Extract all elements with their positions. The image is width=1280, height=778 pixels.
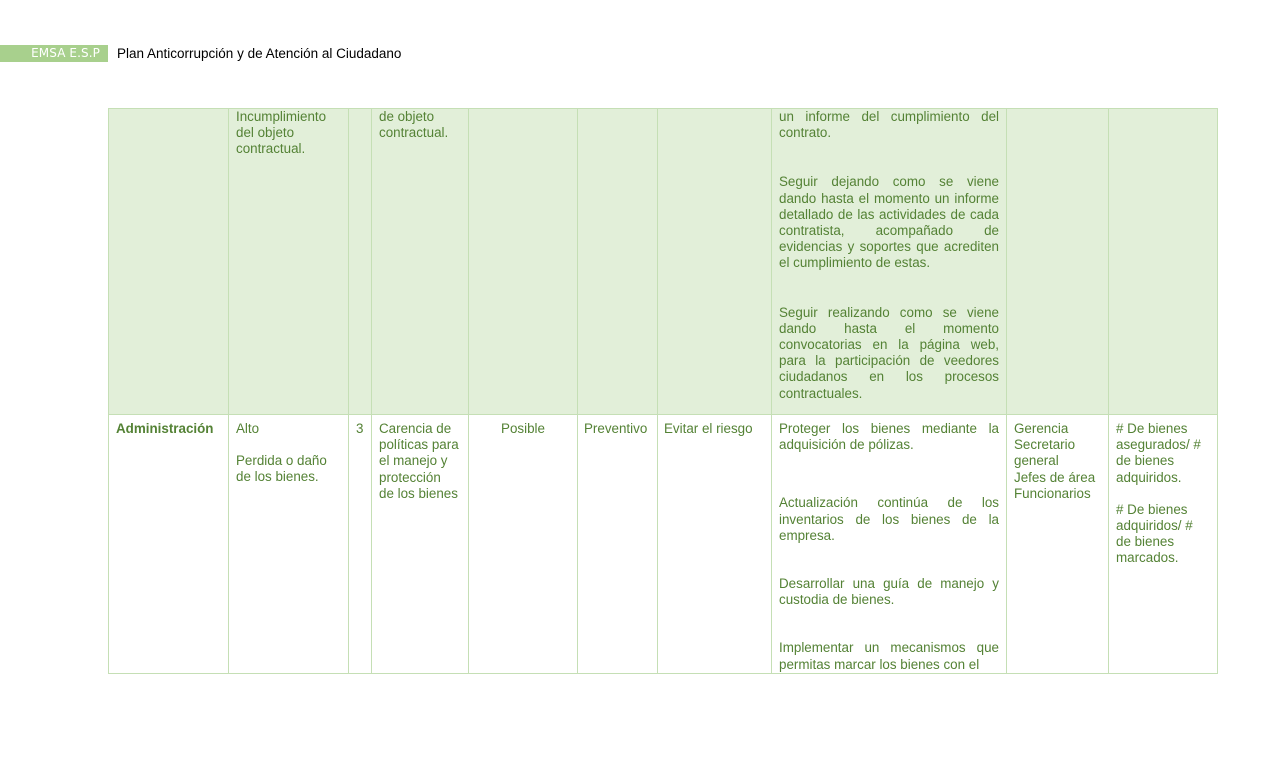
- actions-cell: [772, 109, 1007, 415]
- indicator-cell: [1109, 109, 1218, 415]
- risk-text: Perdida o daño de los bienes.: [236, 453, 327, 485]
- treatment-cell: Evitar el riesgo: [658, 415, 772, 674]
- action-text: Seguir dejando como se viene dando hasta el momento un informe detallado de las actividades de cada contratista, acompañado de evidencias y soportes que acrediten el cumplimiento de estas.: [779, 174, 999, 271]
- responsible-cell: [1007, 109, 1109, 415]
- action-text: Actualización continúa de los inventarios de los bienes de la empresa.: [779, 495, 999, 543]
- action-text: Seguir realizando como se viene dando hasta el momento convocatorias en la página web, para la participación de veedores ciudadanos en los procesos contractuales.: [779, 304, 999, 401]
- responsible-cell: Gerencia Secretario general Jefes de área Funcionarios: [1007, 415, 1109, 674]
- control-type-cell: [578, 109, 658, 415]
- probability-cell: [469, 109, 578, 415]
- document-title: Plan Anticorrupción y de Atención al Ciudadano: [117, 46, 402, 61]
- risk-plan-table: [108, 108, 1218, 674]
- action-text: Desarrollar una guía de manejo y custodia de bienes.: [779, 576, 999, 608]
- action-text: un informe del cumplimiento del contrato.: [779, 109, 999, 141]
- action-text: Proteger los bienes mediante la adquisición de pólizas.: [779, 421, 999, 453]
- risk-level-cell: [349, 109, 372, 415]
- control-type-cell: Preventivo: [578, 415, 658, 674]
- process-cell: [109, 109, 229, 415]
- indicator-cell: # De bienes asegurados/ # de bienes adquiridos. # De bienes adquiridos/ # de bienes marcados.: [1109, 415, 1218, 674]
- document-header: [0, 45, 401, 62]
- table-row: [109, 415, 1218, 674]
- table-row: [109, 109, 1218, 415]
- treatment-cell: [658, 109, 772, 415]
- probability-cell: Posible: [469, 415, 578, 674]
- risk-cell: Incumplimiento del objeto contractual.: [229, 109, 349, 415]
- risk-cell: [229, 415, 349, 674]
- actions-cell: [772, 415, 1007, 674]
- cause-cell: Carencia de políticas para el manejo y protección de los bienes: [372, 415, 469, 674]
- brand-label: EMSA E.S.P: [0, 45, 108, 62]
- risk-level-cell: 3: [349, 415, 372, 674]
- action-text: Implementar un mecanismos que permitas marcar los bienes con el: [779, 640, 999, 672]
- process-cell: Administración: [109, 415, 229, 674]
- cause-cell: de objeto contractual.: [372, 109, 469, 415]
- risk-level-label: Alto: [236, 421, 260, 436]
